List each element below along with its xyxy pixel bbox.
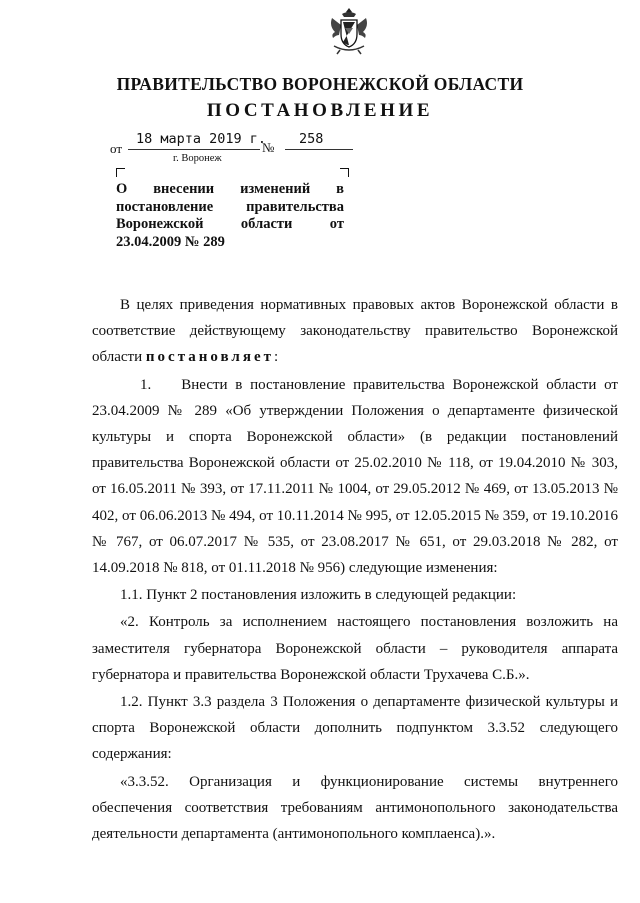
intro-colon: : [274,349,279,366]
organization-title: ПРАВИТЕЛЬСТВО ВОРОНЕЖСКОЙ ОБЛАСТИ [116,74,524,94]
date-field [128,131,267,150]
document-body [92,292,618,847]
decree-word: постановляет [145,349,274,366]
item-1-1-quote: «2. Контроль за исполнением настоящего постановления возложить на заместителя губернатора Воронежской области – руководителя аппарата губернатора и правительства Воронежской области Трухачева С.Б.». [92,614,618,683]
subject-line: О внесении изменений в [116,181,344,197]
document-date: 18 марта 2019 г. [136,131,267,147]
subject-line: 23.04.2009 № 289 [116,233,225,250]
subject-line: постановление правительства [116,198,344,215]
item-1-number: 1. [140,376,152,393]
subject-bracket-right [340,168,349,177]
subject-bracket-left [116,168,125,177]
date-prefix: от [110,141,123,156]
number-field [285,131,353,150]
document-number: 258 [299,131,324,147]
item-1-text: Внести в постановление правительства Воронежской области от 23.04.2009 № 289 «Об утверждении Положения о департаменте физической культуры и спорта Воронежской области» (в редакции постановлений правительства Воронежской области от 25.02.2010 № 118, от 19.04.2010 № 303, от 16.05.2011 № 393, от 17.11.2011 № 1004, от 29.05.2012 № 469, от 13.05.2013 № 402, от 06.06.2013 № 494, от 10.11.2014 № 995, от 12.05.2015 № 359, от 19.10.2016 № 767, от 06.07.2017 № 535, от 23.08.2017 № 651, от 29.03.2018 № 282, от 14.09.2018 № 818, от 01.11.2018 № 956) следующие изменения: [92,376,618,577]
subject-line: Воронежской области от [116,216,344,232]
item-1-1-paragraph: 1.1. Пункт 2 постановления изложить в следующей редакции: [120,587,517,604]
coat-of-arms-emblem [328,6,370,56]
document-subject [116,181,344,251]
intro-paragraph [92,292,618,371]
city-label: г. Воронеж [173,153,222,164]
item-1-paragraph [92,372,618,582]
document-type-title: ПОСТАНОВЛЕНИЕ [206,100,434,121]
number-sign: № [262,140,275,155]
intro-text: В целях приведения нормативных правовых актов Воронежской области в соответствие действующему законодательству правительство Воронежской области [92,297,618,366]
item-1-2-paragraph: 1.2. Пункт 3.3 раздела 3 Положения о департаменте физической культуры и спорта Воронежской области дополнить подпунктом 3.3.52 следующего содержания: [92,694,618,763]
item-1-2-quote: «3.3.52. Организация и функционирование системы внутреннего обеспечения соответствия требованиям антимонопольного законодательства деятельности департамента (антимонопольного комплаенса).». [92,773,618,843]
